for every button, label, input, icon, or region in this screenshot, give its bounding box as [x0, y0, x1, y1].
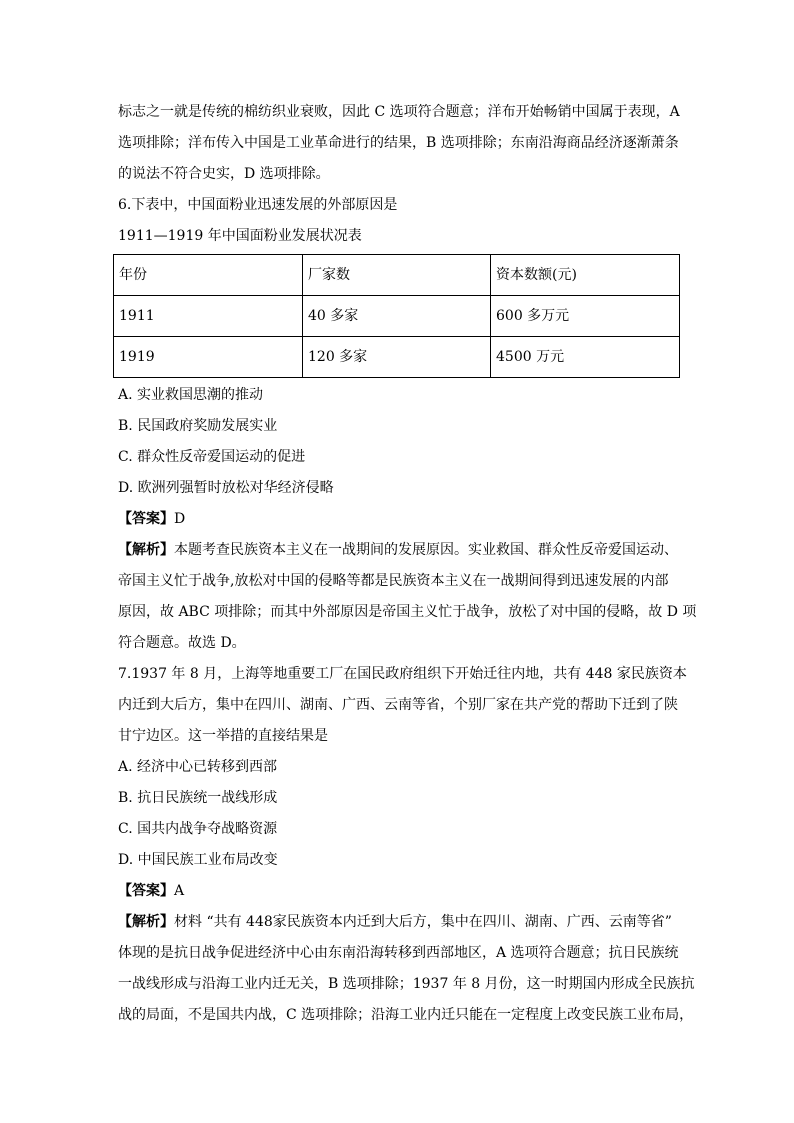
- analysis-paragraph: [118, 907, 695, 1031]
- question-6-stem: 6.下表中，中国面粉业迅速发展的外部原因是: [118, 197, 398, 213]
- intro-line: 的说法不符合史实，D 选项排除。: [118, 166, 330, 182]
- table-cell: 4500 万元: [491, 337, 680, 378]
- analysis-text: 本题考查民族资本主义在一战期间的发展原因。实业救国、群众性反帝爱国运动、: [174, 542, 678, 558]
- intro-paragraph: [118, 97, 684, 190]
- table-cell: 1919: [114, 337, 303, 378]
- flour-industry-table: [113, 254, 680, 378]
- analysis-label: 【解析】: [118, 542, 174, 558]
- option-c: C. 国共内战争夺战略资源: [118, 821, 278, 837]
- answer-value: D: [174, 511, 186, 527]
- option-d: D. 欧洲列强暂时放松对华经济侵略: [118, 480, 334, 496]
- option-c: C. 群众性反帝爱国运动的促进: [118, 449, 306, 465]
- answer-value: A: [174, 883, 185, 899]
- analysis-line: 原因，故 ABC 项排除；而其中外部原因是帝国主义忙于战争，放松了对中国的侵略，故 D 项: [118, 604, 697, 620]
- answer-line: [118, 876, 684, 907]
- analysis-line: 战的局面，不是国共内战，C 选项排除；沿海工业内迁只能在一定程度上改变民族工业布局，: [118, 1007, 694, 1023]
- question-7-stem: 内迁到大后方，集中在四川、湖南、广西、云南等省，个别厂家在共产党的帮助下迁到了陕: [118, 697, 678, 713]
- option-b: B. 民国政府奖励发展实业: [118, 418, 278, 434]
- option-b: B. 抗日民族统一战线形成: [118, 790, 278, 806]
- option-d: D. 中国民族工业布局改变: [118, 852, 278, 868]
- question-7-stem: 7.1937 年 8 月，上海等地重要工厂在国民政府组织下开始迁往内地，共有 448 家民族资本: [118, 666, 687, 682]
- analysis-text: 材料 “共有 448家民族资本内迁到大后方，集中在四川、湖南、广西、云南等省”: [174, 914, 672, 930]
- table-header-year: 年份: [114, 255, 303, 296]
- option-a: A. 实业救国思潮的推动: [118, 387, 264, 403]
- table-cell: 600 多万元: [491, 296, 680, 337]
- analysis-line: [118, 535, 684, 566]
- intro-line: 选项排除；洋布传入中国是工业革命进行的结果，B 选项排除；东南沿海商品经济逐渐萧条: [118, 135, 679, 151]
- analysis-paragraph: [118, 535, 697, 659]
- document-page: [118, 97, 697, 1031]
- table-cell: 1911: [114, 296, 303, 337]
- question-7-stem: 甘宁边区。这一举措的直接结果是: [118, 728, 328, 744]
- answer-label: 【答案】: [118, 883, 174, 899]
- table-cell: 120 多家: [303, 337, 491, 378]
- question-7: [118, 659, 695, 1031]
- question-6: [118, 190, 697, 659]
- table-title: 1911—1919 年中国面粉业发展状况表: [118, 228, 362, 244]
- analysis-line: 体现的是抗日战争促进经济中心由东南沿海转移到西部地区，A 选项符合题意；抗日民族统: [118, 945, 679, 961]
- analysis-label: 【解析】: [118, 914, 174, 930]
- table-row: [114, 296, 680, 337]
- analysis-line: 帝国主义忙于战争,放松对中国的侵略等都是民族资本主义在一战期间得到迅速发展的内部: [118, 573, 669, 589]
- question-6-options: [118, 380, 684, 504]
- analysis-line: 符合题意。故选 D。: [118, 635, 246, 651]
- table-header-row: [114, 255, 680, 296]
- answer-line: [118, 504, 684, 535]
- intro-line: 标志之一就是传统的棉纺织业衰败，因此 C 选项符合题意；洋布开始畅销中国属于表现，A: [118, 104, 680, 120]
- analysis-line: 一战线形成与沿海工业内迁无关，B 选项排除；1937 年 8 月份，这一时期国内形成全民族抗: [118, 976, 695, 992]
- table-cell: 40 多家: [303, 296, 491, 337]
- table-row: [114, 337, 680, 378]
- table-header-capital: 资本数额(元): [491, 255, 680, 296]
- analysis-line: [118, 907, 684, 938]
- answer-label: 【答案】: [118, 511, 174, 527]
- option-a: A. 经济中心已转移到西部: [118, 759, 278, 775]
- table-header-factories: 厂家数: [303, 255, 491, 296]
